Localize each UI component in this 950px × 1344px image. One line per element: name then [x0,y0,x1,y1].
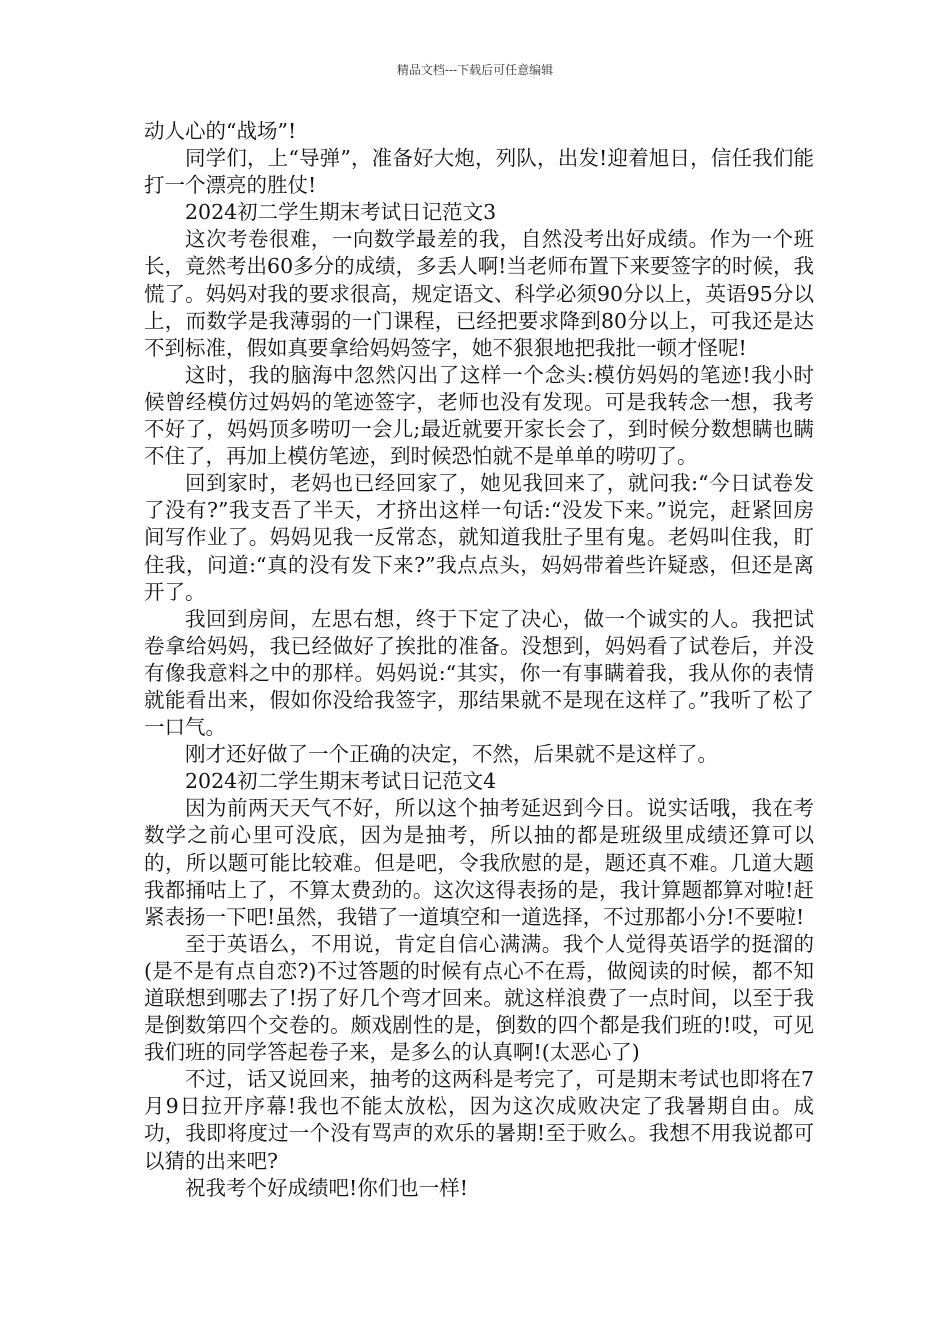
paragraph: 不过，话又说回来，抽考的这两科是考完了，可是期末考试也即将在7月9日拉开序幕!我也不能太放松，因为这次成败决定了我暑期自由。成功，我即将度过一个没有骂声的欢乐的暑期!至于败么。我想不用我说都可以猜的出来吧? [144,1067,814,1173]
paragraph: 刚才还好做了一个正确的决定，不然，后果就不是这样了。 [185,742,718,767]
paragraph: 至于英语么，不用说，肯定自信心满满。我个人觉得英语学的挺溜的(是不是有点自恋?)不过答题的时候有点心不在焉，做阅读的时候，都不知道联想到哪去了!拐了好几个弯才回来。就这样浪费了一点时间，以至于我是倒数第四个交卷的。颇戏剧性的是，倒数的四个都是我们班的!哎，可见我们班的同学答起卷子来，是多么的认真啊!(太恶心了) [144,931,814,1065]
paragraph: 我回到房间，左思右想，终于下定了决心，做一个诚实的人。我把试卷拿给妈妈，我已经做好了挨批的准备。没想到，妈妈看了试卷后，并没有像我意料之中的那样。妈妈说:“其实，你一有事瞒着我，我从你的表情就能看出来，假如你没给我签字，那结果就不是现在这样了。”我听了松了一口气。 [144,606,814,740]
section-heading: 2024初二学生期末考试日记范文4 [185,769,497,794]
paragraph: 这次考卷很难，一向数学最差的我，自然没考出好成绩。作为一个班长，竟然考出60多分的成绩，多丢人啊!当老师布置下来要签字的时候，我慌了。妈妈对我的要求很高，规定语文、科学必须90分以上，英语95分以上，而数学是我薄弱的一门课程，已经把要求降到80分以上，可我还是达不到标准，假如真要拿给妈妈签字，她不狠狠地把我批一顿才怪呢! [144,227,814,360]
paragraph: 这时，我的脑海中忽然闪出了这样一个念头:模仿妈妈的笔迹!我小时候曾经模仿过妈妈的笔迹签字，老师也没有发现。可是我转念一想，我考不好了，妈妈顶多唠叨一会儿;最近就要开家长会了，到时候分数想瞒也瞒不住了，再加上模仿笔迹，到时候恐怕就不是单单的唠叨了。 [144,362,814,469]
section-heading: 2024初二学生期末考试日记范文3 [185,200,497,225]
document-body [144,118,814,1202]
paragraph: 动人心的“战场”! [144,119,297,143]
paragraph: 同学们，上“导弹”，准备好大炮，列队，出发!迎着旭日，信任我们能打一个漂亮的胜仗! [144,146,814,198]
paragraph: 回到家时，老妈也已经回家了，她见我回来了，就问我:“今日试卷发了没有?”我支吾了半天，才挤出这样一句话:“没发下来。”说完，赶紧回房间写作业了。妈妈见我一反常态，就知道我肚子里有鬼。老妈叫住我，盯住我，问道:“真的没有发下来?”我点点头，妈妈带着些许疑惑，但还是离开了。 [144,471,814,604]
paragraph: 因为前两天天气不好，所以这个抽考延迟到今日。说实话哦，我在考数学之前心里可没底，因为是抽考，所以抽的都是班级里成绩还算可以的，所以题可能比较难。但是吧，令我欣慰的是，题还真不难。几道大题我都捅咕上了，不算太费劲的。这次这得表扬的是，我计算题都算对啦!赶紧表扬一下吧!虽然，我错了一道填空和一道选择，不过那都小分!不要啦! [144,796,814,929]
paragraph: 祝我考个好成绩吧!你们也一样! [185,1175,468,1200]
page-header: 精品文档---下载后可任意编辑 [396,63,554,77]
